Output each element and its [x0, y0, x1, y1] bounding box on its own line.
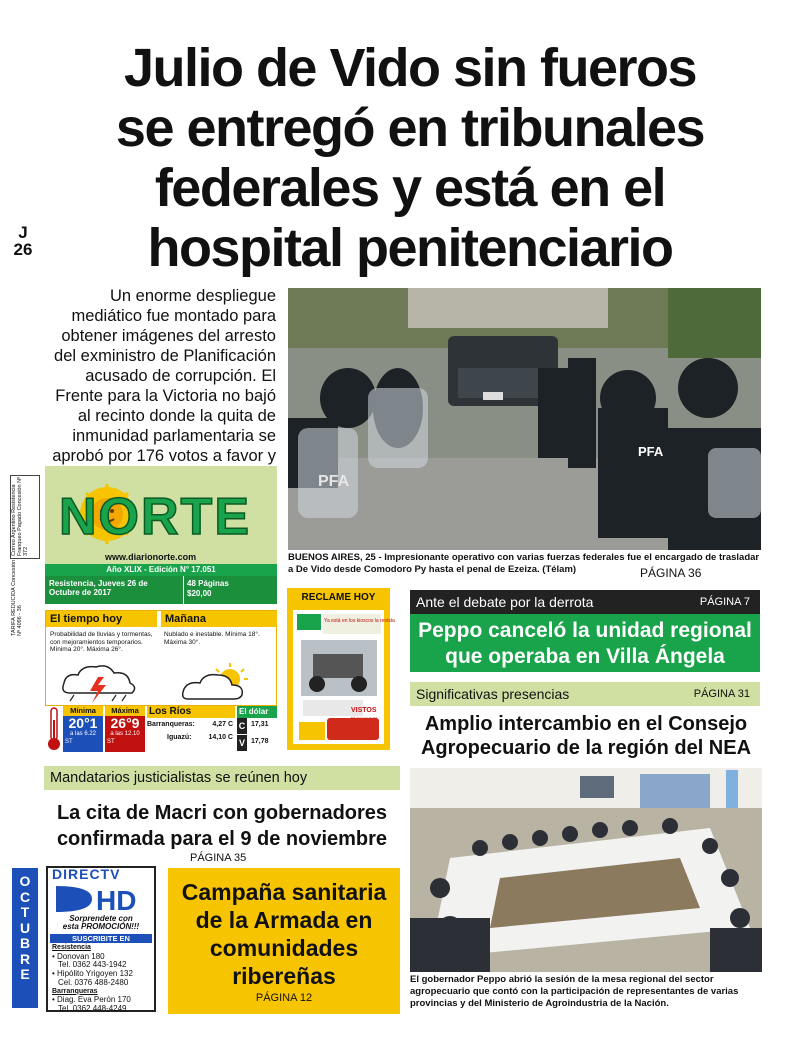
river-place: Barranqueras: — [147, 721, 195, 728]
macri-story-title[interactable]: La cita de Macri con gobernadores confirmada para el 9 de noviembre — [56, 802, 388, 850]
dollar-kind: C — [237, 718, 247, 734]
main-photo-caption: BUENOS AIRES, 25 - Impresionante operativo con varias fuerzas federales fue el encargado de trasladar a De Vido desde Comodoro Py hasta el penal de Ezeiza. (Télam) — [288, 552, 760, 575]
phone: Cel. 0376 488-2480 — [58, 977, 129, 987]
headline-line: federales y está en el — [154, 158, 666, 218]
price: $20,00 — [187, 589, 212, 598]
river-place: Iguazú: — [167, 734, 192, 741]
max-label: Máxima — [105, 706, 145, 716]
day-number: 26 — [13, 240, 33, 259]
postal-strip — [10, 475, 40, 636]
peppo-story-title[interactable]: Peppo canceló la unidad regional que operaba en Villa Ángela — [410, 614, 760, 672]
address: • Diag. Eva Perón 170 — [52, 995, 131, 1005]
rivers-box — [147, 706, 235, 752]
directv-addresses — [52, 944, 156, 1014]
dollar-kind: V — [237, 735, 247, 751]
masthead[interactable] — [45, 466, 277, 564]
main-photo[interactable] — [288, 288, 761, 550]
october-letter: T — [20, 904, 30, 920]
dollar-box — [237, 706, 277, 752]
dollar-label: El dólar — [237, 706, 277, 718]
nea-section-bar — [410, 682, 760, 706]
river-row — [147, 718, 235, 731]
min-time: a las 6.22 — [69, 731, 97, 737]
police-operation-photo — [288, 288, 761, 550]
reclame-hoy-box[interactable] — [287, 588, 395, 750]
magazine-cover[interactable] — [293, 610, 395, 744]
dollar-row — [237, 718, 277, 735]
day-indicator — [12, 224, 34, 258]
october-label — [12, 868, 38, 1008]
peppo-section-bar — [410, 590, 760, 614]
promo-text — [48, 915, 154, 931]
promo-line: Sorprendete con — [69, 914, 133, 923]
website-link[interactable]: www.diarionorte.com — [105, 552, 197, 562]
min-label: Mínima — [63, 706, 103, 716]
dollar-value: 17,31 — [251, 721, 269, 728]
thermometer-icon — [45, 706, 63, 752]
logo-text: NORTE — [59, 488, 251, 546]
postal-line: Franqueo Pagado Concesión Nº 372 — [17, 476, 29, 556]
macri-section-bar — [44, 766, 400, 790]
max-value: 26°9 — [110, 715, 140, 731]
river-level: 14,10 C — [208, 734, 233, 741]
meeting-room-photo — [410, 768, 762, 972]
macri-page[interactable]: PÁGINA 35 — [190, 852, 247, 864]
subscribe-bar: SUSCRIBITE EN — [50, 934, 152, 943]
max-time: a las 12.10 — [110, 731, 140, 737]
min-value: 20°1 — [68, 715, 98, 731]
dollar-value: 17,78 — [251, 738, 269, 745]
location-label: Barranqueras — [52, 987, 98, 995]
issue-date: Resistencia, Jueves 26 de Octubre de 2017 — [49, 579, 148, 597]
directv-ad[interactable] — [46, 866, 156, 1012]
campana-page[interactable]: PÁGINA 12 — [255, 992, 313, 1004]
magazine-cover-image — [293, 610, 395, 744]
postal-line: TARIFA REDUCIDA Concesión Nº 4096 - 36 — [11, 559, 23, 636]
october-letter: O — [19, 873, 31, 889]
section-label: Mandatarios justicialistas se reúnen hoy — [50, 770, 308, 786]
section-page[interactable]: PÁGINA 31 — [693, 688, 750, 700]
temperature-strip — [45, 706, 277, 754]
weather-box — [45, 610, 277, 706]
shield-text: PFA — [318, 473, 350, 490]
min-temp-box — [63, 706, 103, 752]
campana-title: Campaña sanitaria de la Armada en comunidades ribereñas — [181, 879, 387, 989]
headline-line: se entregó en tribunales — [115, 98, 705, 158]
edition-number: Año XLIX - Edición N° 17.051 — [45, 564, 277, 576]
october-letter: U — [19, 919, 31, 936]
october-letter: C — [19, 888, 31, 905]
weather-tomorrow-text: Nublado e inestable. Mínima 18°. Máxima 30°. — [164, 631, 260, 646]
section-label: Significativas presencias — [416, 686, 570, 702]
address: • Hipólito Yrigoyen 132 — [52, 969, 133, 979]
october-letter: R — [19, 950, 31, 967]
headline-line: hospital penitenciario — [147, 218, 673, 278]
vest-text: PFA — [638, 444, 664, 459]
page-count: 48 Páginas — [187, 579, 229, 588]
rivers-label: Los Ríos — [147, 706, 235, 718]
partly-cloudy-icon — [178, 663, 258, 703]
st-label: ST — [107, 739, 115, 745]
norte-logo — [55, 484, 265, 544]
max-temp-box — [105, 706, 145, 752]
river-level: 4,27 C — [212, 721, 233, 728]
october-letter: E — [20, 966, 30, 982]
hd-text: HD — [96, 885, 137, 916]
location-label: Resistencia — [52, 944, 91, 951]
day-letter: J — [18, 223, 28, 242]
council-meeting-photo[interactable] — [410, 768, 762, 972]
section-page[interactable]: PÁGINA 7 — [699, 596, 750, 608]
phone: Tel. 0362 443-1942 — [58, 960, 127, 970]
directv-brand: DIRECTV — [52, 866, 121, 882]
hd-logo — [52, 884, 152, 914]
section-label: Ante el debate por la derrota — [416, 594, 594, 610]
address: • Donovan 180 — [52, 951, 105, 961]
postal-line: Correo Argentino Resistencia — [11, 484, 17, 556]
dollar-row — [237, 735, 277, 752]
reclame-title: RECLAME HOY — [301, 592, 376, 603]
phone: Tel. 0362 448-4249 — [58, 1003, 127, 1013]
october-letter: B — [19, 935, 31, 951]
campana-box[interactable] — [168, 868, 400, 1014]
lead-paragraph: Un enorme despliegue mediático fue montado para obtener imágenes del arresto del exministro de Planificación acusado de corrupción. El Frente para la Victoria no bajó al recinto donde la quita de inmunidad parlamentaria se aprobó por 176 votos a favor y — [52, 287, 276, 465]
weather-today-text: Probabilidad de lluvias y tormentas, con mejoramientos temporarios. Mínima 20°. Máxima 26°. — [50, 631, 153, 653]
date-box — [45, 576, 277, 604]
ad-line: Ya está en los kioscos la revista — [324, 618, 395, 624]
ad-line: VISTOS — [351, 707, 377, 714]
weather-today-label: El tiempo hoy — [46, 611, 157, 627]
meeting-photo-caption: El gobernador Peppo abrió la sesión de la mesa regional del sector agropecuario que contó con la participación de representantes de varias provincias y del Ministerio de Agroindustria de la Nación. — [410, 974, 739, 1009]
st-label: ST — [65, 739, 73, 745]
storm-icon — [60, 663, 140, 703]
headline-line: Julio de Vido sin fueros — [123, 38, 697, 98]
promo-line: esta PROMOCIÓN!!! — [62, 922, 140, 931]
river-row — [147, 731, 235, 744]
main-photo-page[interactable]: PÁGINA 36 — [640, 566, 702, 580]
weather-tomorrow-label: Mañana — [161, 611, 277, 627]
nea-story-title[interactable]: Amplio intercambio en el Consejo Agropecuario de la región del NEA — [420, 713, 752, 759]
main-headline[interactable] — [40, 38, 780, 278]
